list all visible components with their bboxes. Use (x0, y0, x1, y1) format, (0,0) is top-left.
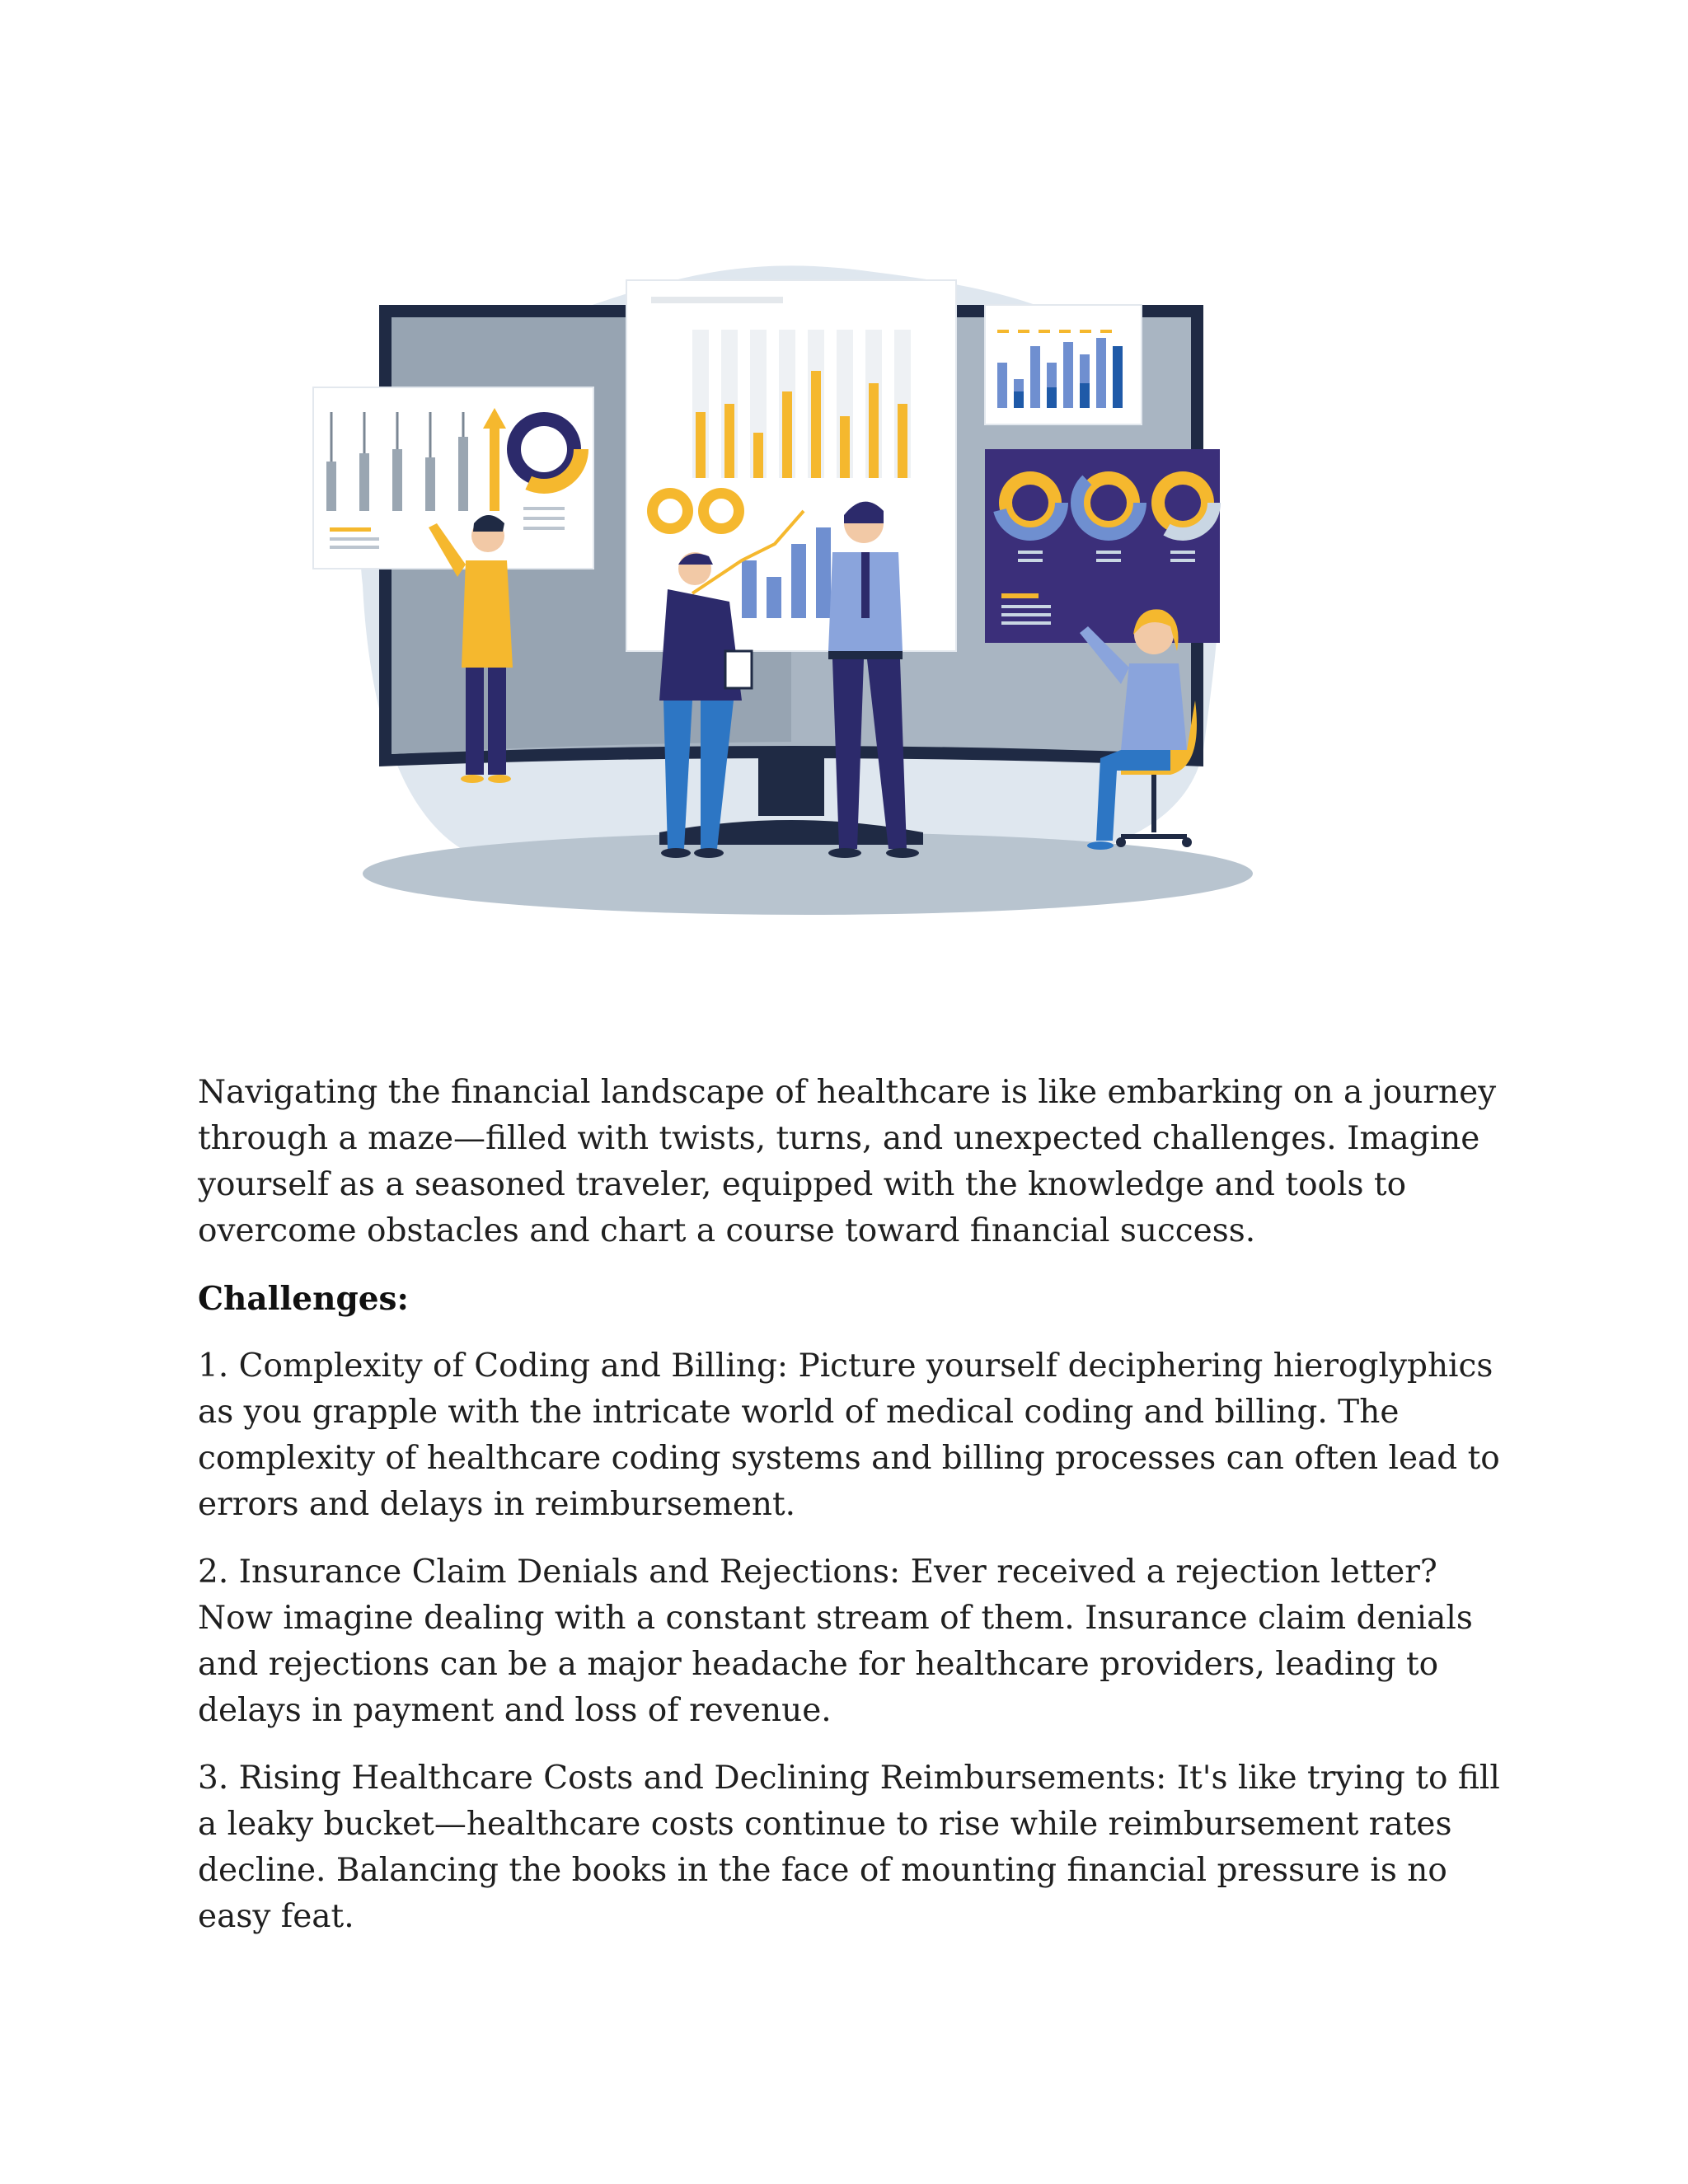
data-analytics-illustration (297, 239, 1286, 931)
challenge-item-1: 1. Complexity of Coding and Billing: Picture yourself deciphering hieroglyphics as you grapple with the intricate world of medical coding and billing. The complexity of healthcare coding systems and billing processes can often lead to errors and delays in reimbursement. (198, 1347, 1500, 1523)
intro-paragraph: Navigating the financial landscape of healthcare is like embarking on a journey through a maze—filled with twists, turns, and unexpected challenges. Imagine yourself as a seasoned traveler, equipped with the knowledge and tools to overcome obstacles and chart a course toward financial success. (198, 1074, 1497, 1249)
challenge-item-3: 3. Rising Healthcare Costs and Declining Reimbursements: It's like trying to fill a leaky bucket—healthcare costs continue to rise while reimbursement rates decline. Balancing the books in the face of mounting financial pressure is no easy feat. (198, 1760, 1500, 1935)
challenges-heading: Challenges: (198, 1280, 409, 1318)
challenge-item-2: 2. Insurance Claim Denials and Rejections: Ever received a rejection letter? Now imagine dealing with a constant stream of them. Insurance claim denials and rejections can be a major headache for healthcare providers, leading to delays in payment and loss of revenue. (198, 1554, 1473, 1729)
analytics-team-icon (297, 239, 1286, 931)
article-body (198, 1070, 1500, 1961)
